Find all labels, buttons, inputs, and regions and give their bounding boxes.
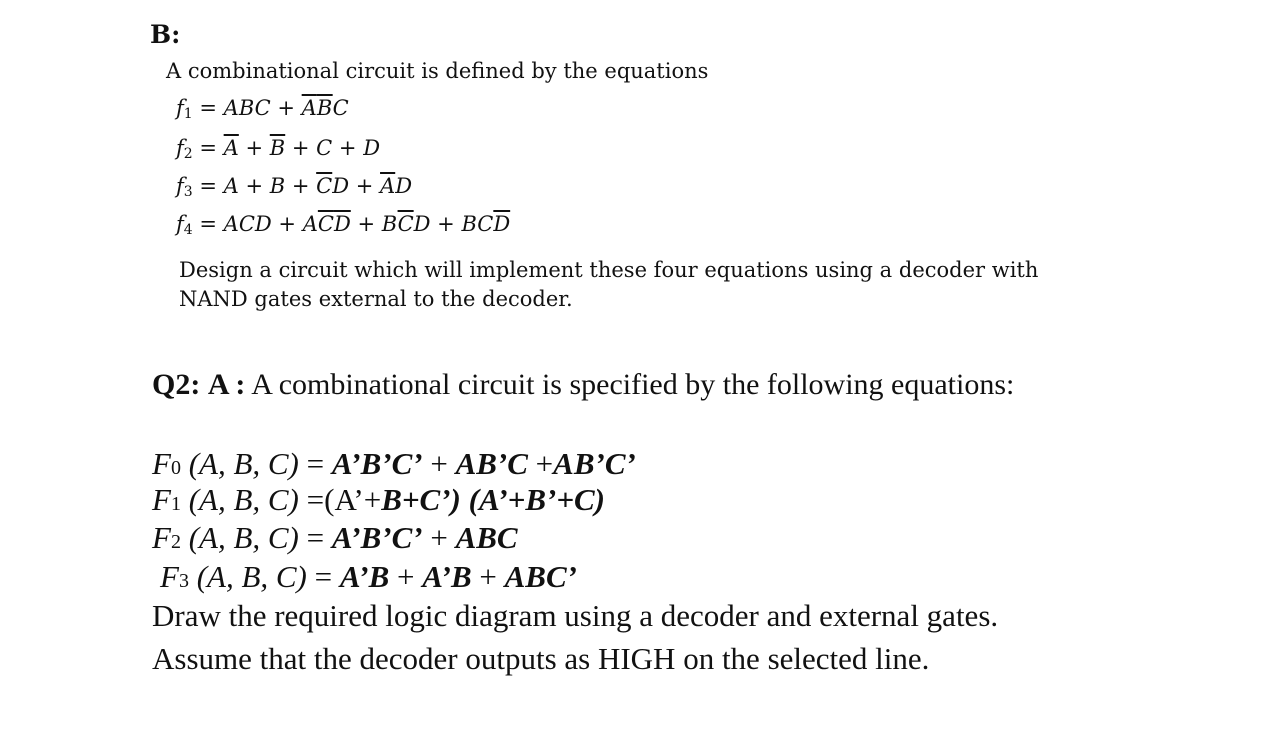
section-b-design-text xyxy=(179,256,1038,314)
q2-label: Q2: xyxy=(152,368,201,401)
design-line-1: Design a circuit which will implement these four equations using a decoder with xyxy=(179,258,1039,282)
equation-f4: $f_4$ = ACD + $A\overline{C}\overline{D} + B\overline{C}D + BC\overline{D}$ xyxy=(176,212,511,238)
equation-f2: $f_2 = \overline{A} + \overline{B} + C + D$ xyxy=(176,136,381,162)
q2-intro: A combinational circuit is specified by the following equations: xyxy=(251,368,1015,401)
design-line-2: NAND gates external to the decoder. xyxy=(179,287,573,311)
equation-F2: F2 (A, B, C) = A’B’C’ + ABC xyxy=(152,520,518,555)
section-b-heading: B: xyxy=(150,20,181,49)
equation-F3: F3 (A, B, C) = A’B + A’B + ABC’ xyxy=(160,559,577,594)
q2-footer-line-1: Draw the required logic diagram using a decoder and external gates. xyxy=(152,598,999,633)
equation-F0: F0 (A, B, C) = A’B’C’ + AB’C +AB’C’ xyxy=(152,446,636,481)
equation-f1: $f_1$ = ABC + $\overline{A}\overline{B}C$ xyxy=(176,96,349,122)
part-a-label: A : xyxy=(207,368,246,401)
equation-F1: F1 (A, B, C) =(A’+B+C’) (A’+B’+C) xyxy=(152,482,605,517)
q2-footer-line-2: Assume that the decoder outputs as HIGH on the selected line. xyxy=(152,641,930,676)
q2-heading xyxy=(152,368,1014,402)
equation-f3: $f_3 = A + B + \overline{C}D + \overline{A}D$ xyxy=(176,174,413,200)
section-b-intro: A combinational circuit is defined by the equations xyxy=(166,59,709,83)
